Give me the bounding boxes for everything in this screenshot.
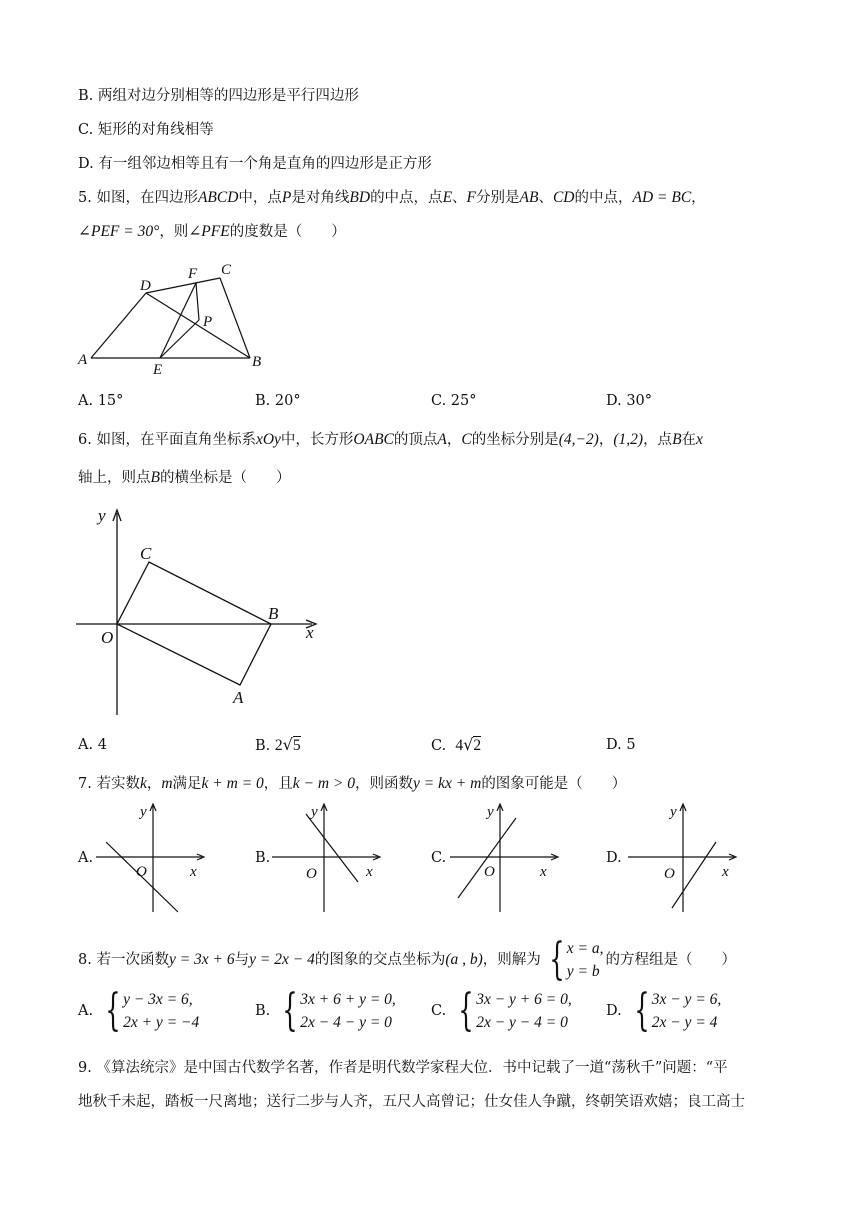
q7-option-d-graph [628,802,742,914]
svg-text:x: x [190,864,197,880]
svg-text:O: O [664,866,675,882]
q6-stem-line1: 6. 如图，在平面直角坐标系xOy中，长方形OABC的顶点A，C的坐标分别是(4,−2)，(1,2)，点B在x [78,431,703,448]
svg-text:y: y [140,804,147,820]
q8-option-c: C. { 3x − y + 6 = 0, 2x − y − 4 = 0 [431,985,572,1036]
svg-text:x: x [366,864,373,880]
q5-quadrilateral-figure [76,258,276,378]
q5-label-c: C [221,262,232,278]
q4-option-b: B. 两组对边分别相等的四边形是平行四边形 [78,88,359,104]
q4-option-c: C. 矩形的对角线相等 [78,122,214,138]
q6-axis-x-label: x [306,623,314,642]
q5-label-p: P [203,314,213,330]
q9-stem-line1: 9. 《算法统宗》是中国古代数学名著，作者是明代数学家程大位．书中记载了一道“荡秋千”问题：“平 [78,1060,728,1076]
svg-text:x: x [540,864,547,880]
q5-label-f: F [188,266,198,282]
q6-origin-label: O [101,628,114,647]
q7-option-d-letter: D. [606,850,622,866]
svg-text:O: O [136,864,147,880]
q9-stem-line2: 地秋千未起，踏板一尺离地；送行二步与人齐，五尺人高曾记；仕女佳人争蹴，终朝笑语欢嬉；良工高士 [78,1094,745,1110]
q6-label-a: A [233,688,244,707]
q6-axis-y-label: y [98,506,106,525]
svg-text:y: y [311,804,318,820]
svg-text:x: x [722,864,729,880]
svg-text:y: y [487,804,494,820]
q7-option-b-letter: B. [255,850,271,866]
q5-label-d: D [140,278,151,294]
q8-option-d: D. { 3x − y = 6, 2x − y = 4 [606,985,722,1036]
q8-option-b: B. { 3x + 6 + y = 0, 2x − 4 − y = 0 [255,985,396,1036]
q5-label-a: A [78,352,88,368]
q6-stem-line2: 轴上，则点B的横坐标是（ ） [78,469,291,486]
q4-option-d: D. 有一组邻边相等且有一个角是直角的四边形是正方形 [78,156,432,172]
q7-option-b-graph [272,802,386,914]
svg-text:y: y [670,804,677,820]
q6-option-c: C. 4√2 [431,735,482,754]
q6-coordinate-figure [76,505,336,717]
q7-option-a-graph [96,802,210,914]
q7-option-a-letter: A. [78,850,94,866]
svg-text:O: O [484,864,495,880]
q5-option-b: B. 20° [255,393,301,409]
q8-stem: 8. 若一次函数 y = 3x + 6 与 y = 2x − 4 的图象的交点坐标为 (a , b) ，则解为 { x = a, y = b 的方程组是（ ） [78,934,736,985]
q6-label-b: B [268,604,279,623]
q7-option-c-letter: C. [431,850,447,866]
q8-option-a: A. { y − 3x = 6, 2x + y = −4 [78,985,200,1036]
q5-label-e: E [153,362,163,378]
q7-stem: 7. 若实数k，m满足k + m = 0，且k − m > 0，则函数y = kx + m的图象可能是（ ） [78,775,627,792]
q5-stem-line2: ∠PEF = 30°，则∠PFE的度数是（ ） [78,223,346,240]
q6-option-d: D. 5 [606,737,636,753]
svg-text:O: O [306,866,317,882]
q6-label-c: C [140,544,152,563]
q7-option-c-graph [450,802,564,914]
q5-label-b: B [252,354,262,370]
q5-option-d: D. 30° [606,393,653,409]
q6-option-a: A. 4 [78,737,107,753]
q5-option-c: C. 25° [431,393,477,409]
q8-solution-system: { x = a, y = b [549,934,604,985]
q5-option-a: A. 15° [78,393,124,409]
q6-option-b: B. 2√5 [255,735,301,754]
q5-stem-line1: 5. 如图，在四边形ABCD中，点P是对角线BD的中点，点E、F分别是AB、CD的中点，AD = BC， [78,189,706,206]
